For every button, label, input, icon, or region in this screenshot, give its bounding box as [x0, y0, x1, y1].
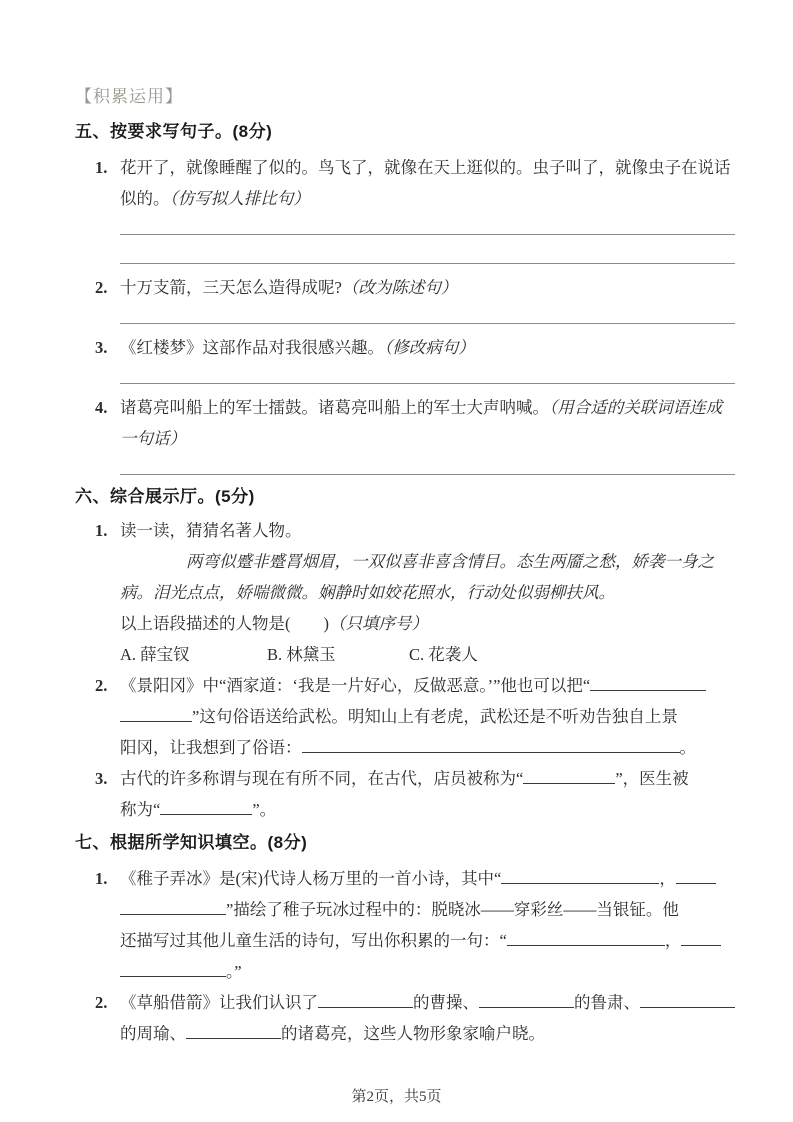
fill-in-blank [681, 929, 721, 947]
question-text: 称为“ [120, 800, 161, 819]
question-text: ”，医生被 [615, 769, 689, 788]
question-text: 的曹操、 [413, 993, 479, 1012]
fill-in-blank [120, 960, 226, 978]
question-text: 的周瑜、 [120, 1024, 186, 1043]
item-text [120, 338, 475, 357]
question-item-6-3 [75, 763, 735, 825]
fill-in-blank [501, 867, 659, 885]
question-text: 花开了，就像睡醒了似的。鸟飞了，就像在天上逛似的。虫子叫了，就像虫子在说话似的。 [120, 158, 731, 208]
item-number: 2. [95, 676, 108, 695]
item-number: 2. [95, 278, 108, 297]
page-number: 第2页，共5页 [351, 1089, 442, 1105]
item-lead: 读一读，猜猜名著人物。 [120, 521, 302, 540]
question-text: ， [664, 931, 682, 950]
item-text [120, 398, 722, 448]
item-number: 2. [95, 993, 108, 1012]
question-item-5-4 [75, 392, 735, 454]
item-text [120, 278, 457, 297]
question-text: 诸葛亮叫船上的军士擂鼓。诸葛亮叫船上的军士大声呐喊。 [120, 398, 549, 417]
item-text [120, 869, 721, 981]
question-text: 阳冈，让我想到了俗语： [120, 738, 302, 757]
question-item-7-2 [75, 987, 735, 1049]
question-text: 。” [226, 962, 242, 981]
fill-in-blank [507, 929, 665, 947]
section7-title: 七、根据所学知识填空。(8分) [75, 833, 308, 852]
fill-in-blank [318, 991, 413, 1009]
question-text: ”。 [252, 800, 277, 819]
answer-line [120, 323, 735, 324]
section5-title: 五、按要求写句子。(8分) [75, 122, 273, 141]
question-text: ”描绘了稚子玩冰过程中的：脱晓冰——穿彩丝——当银钲。他 [226, 900, 679, 919]
section6-title: 六、综合展示厅。(5分) [75, 487, 255, 506]
question-item-6-1 [75, 515, 735, 670]
item-number: 3. [95, 769, 108, 788]
question-text: 《红楼梦》这部作品对我很感兴趣。 [120, 338, 384, 357]
option-c: C. 花袭人 [409, 645, 478, 664]
question-text: 的鲁肃、 [574, 993, 640, 1012]
item-number: 4. [95, 398, 108, 417]
question-item-5-1 [75, 152, 735, 214]
item-number: 1. [95, 158, 108, 177]
instruction-text: （改为陈述句） [341, 278, 458, 297]
fill-in-blank [523, 767, 615, 785]
answer-line [120, 263, 735, 264]
novel-excerpt: 两弯似蹙非蹙罥烟眉，一双似喜非喜含情目。态生两靥之愁，娇袭一身之病。泪光点点，娇喘微微。娴静时如姣花照水，行动处似弱柳扶风。 [120, 552, 714, 602]
question-text: 。 [679, 738, 696, 757]
item-question [120, 608, 735, 639]
options-row [120, 639, 735, 670]
item-number: 1. [95, 869, 108, 888]
item-text [120, 158, 731, 208]
option-a: A. 薛宝钗 [120, 645, 190, 664]
instruction-text: （只填序号） [329, 614, 428, 633]
question-text: 以上语段描述的人物是( ) [120, 614, 329, 633]
question-text: 古代的许多称谓与现在有所不同，在古代，店员被称为“ [120, 769, 524, 788]
fill-in-blank [479, 991, 574, 1009]
question-item-5-3 [75, 332, 735, 363]
item-text [120, 676, 706, 757]
fill-in-blank [120, 898, 226, 916]
fill-in-blank [590, 674, 706, 692]
question-text: 十万支箭，三天怎么造得成呢? [120, 278, 342, 297]
item-number: 1. [95, 521, 108, 540]
item-number: 3. [95, 338, 108, 357]
question-text: 《景阳冈》中“酒家道：‘我是一片好心，反做恶意。’”他也可以把“ [120, 676, 591, 695]
question-text: 还描写过其他儿童生活的诗句，写出你积累的一句：“ [120, 931, 507, 950]
answer-line [120, 234, 735, 235]
question-text: 《草船借箭》让我们认识了 [120, 993, 318, 1012]
question-text: 的诸葛亮，这些人物形象家喻户晓。 [281, 1024, 545, 1043]
instruction-text: （用合适的关联词语连成一句话） [120, 398, 723, 448]
item-text [120, 993, 735, 1043]
fill-in-blank [676, 867, 716, 885]
section-tag: 【积累运用】 [75, 87, 183, 106]
fill-in-blank [120, 705, 192, 723]
instruction-text: （修改病句） [384, 338, 475, 357]
fill-in-blank [186, 1022, 281, 1040]
question-text: 《稚子弄冰》是(宋)代诗人杨万里的一首小诗，其中“ [120, 869, 502, 888]
page-content [75, 86, 735, 1049]
question-item-6-2 [75, 670, 735, 763]
question-text: ， [659, 869, 676, 888]
question-item-7-1 [75, 863, 735, 987]
question-text: ”这句俗语送给武松。明知山上有老虎，武松还是不听劝告独自上景 [192, 707, 678, 726]
question-item-5-2 [75, 272, 735, 303]
item-text [120, 769, 689, 819]
fill-in-blank [640, 991, 735, 1009]
answer-line [120, 383, 735, 384]
answer-line [120, 474, 735, 475]
option-b: B. 林黛玉 [267, 645, 336, 664]
instruction-text: （仿写拟人排比句） [169, 189, 310, 208]
fill-in-blank [302, 736, 680, 754]
fill-in-blank [160, 798, 252, 816]
